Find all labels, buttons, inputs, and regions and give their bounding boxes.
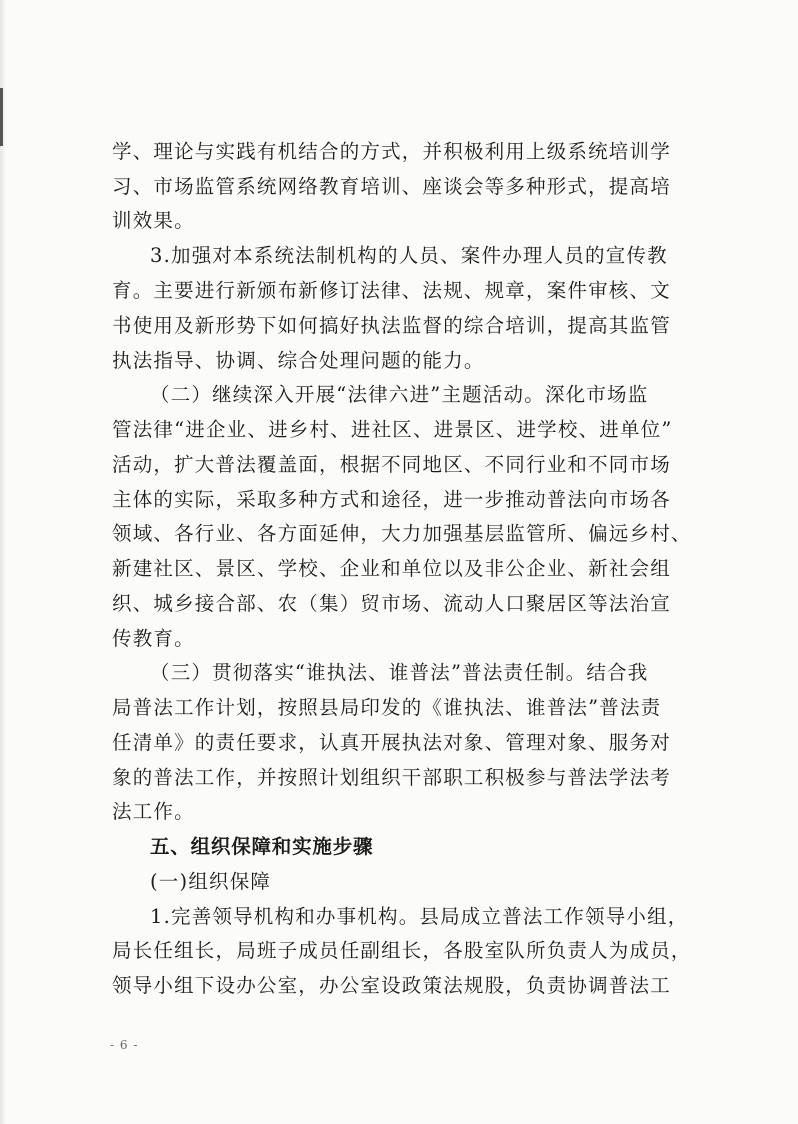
section-heading: 五、组织保障和实施步骤 — [150, 835, 374, 858]
paragraph-line: 书使用及新形势下如何搞好执法监督的综合培训，提高其监管 — [112, 314, 671, 337]
paragraph-line: 主体的实际，采取多种方式和途径，进一步推动普法向市场各 — [112, 488, 671, 511]
paragraph-line: 传教育。 — [112, 627, 195, 650]
paragraph-line: 局长任组长，局班子成员任副组长，各股室队所负责人为成员， — [112, 939, 692, 962]
paragraph-line: 学、理论与实践有机结合的方式，并积极利用上级系统培训学 — [112, 140, 671, 163]
paragraph-line: 任清单》的责任要求，认真开展执法对象、管理对象、服务对 — [112, 731, 671, 754]
paragraph-line: 训效果。 — [112, 209, 195, 232]
paragraph-line: 活动，扩大普法覆盖面，根据不同地区、不同行业和不同市场 — [112, 453, 671, 476]
paragraph-line: （三）贯彻落实“谁执法、谁普法”普法责任制。结合我 — [150, 661, 649, 684]
paragraph-line: 新建社区、景区、学校、企业和单位以及非公企业、新社会组 — [112, 557, 671, 580]
paragraph-line: 执法指导、协调、综合处理问题的能力。 — [112, 349, 485, 372]
paragraph-line: 习、市场监管系统网络教育培训、座谈会等多种形式，提高培 — [112, 175, 671, 198]
scan-edge — [0, 0, 6, 1124]
paragraph-line: 领导小组下设办公室，办公室设政策法规股，负责协调普法工 — [112, 974, 671, 997]
paragraph-line: 领域、各行业、各方面延伸，大力加强基层监管所、偏远乡村、 — [112, 522, 692, 545]
subsection-heading: (一)组织保障 — [150, 870, 272, 893]
paragraph-line: 1.完善领导机构和办事机构。县局成立普法工作领导小组， — [150, 905, 689, 928]
scan-mark — [0, 88, 3, 146]
paragraph-line: 局普法工作计划，按照县局印发的《谁执法、谁普法”普法责 — [112, 696, 662, 719]
paragraph-line: 织、城乡接合部、农（集）贸市场、流动人口聚居区等法治宣 — [112, 592, 671, 615]
page-number: - 6 - — [110, 1038, 139, 1052]
paragraph-line: 法工作。 — [112, 800, 195, 823]
paragraph-line: 育。主要进行新颁布新修订法律、法规、规章，案件审核、文 — [112, 279, 671, 302]
paragraph-line: 3.加强对本系统法制机构的人员、案件办理人员的宣传教 — [150, 244, 668, 267]
paragraph-line: 管法律“进企业、进乡村、进社区、进景区、进学校、进单位” — [112, 418, 673, 441]
paragraph-line: 象的普法工作，并按照计划组织干部职工积极参与普法学法考 — [112, 766, 671, 789]
paragraph-line: （二）继续深入开展“法律六进”主题活动。深化市场监 — [150, 383, 649, 406]
